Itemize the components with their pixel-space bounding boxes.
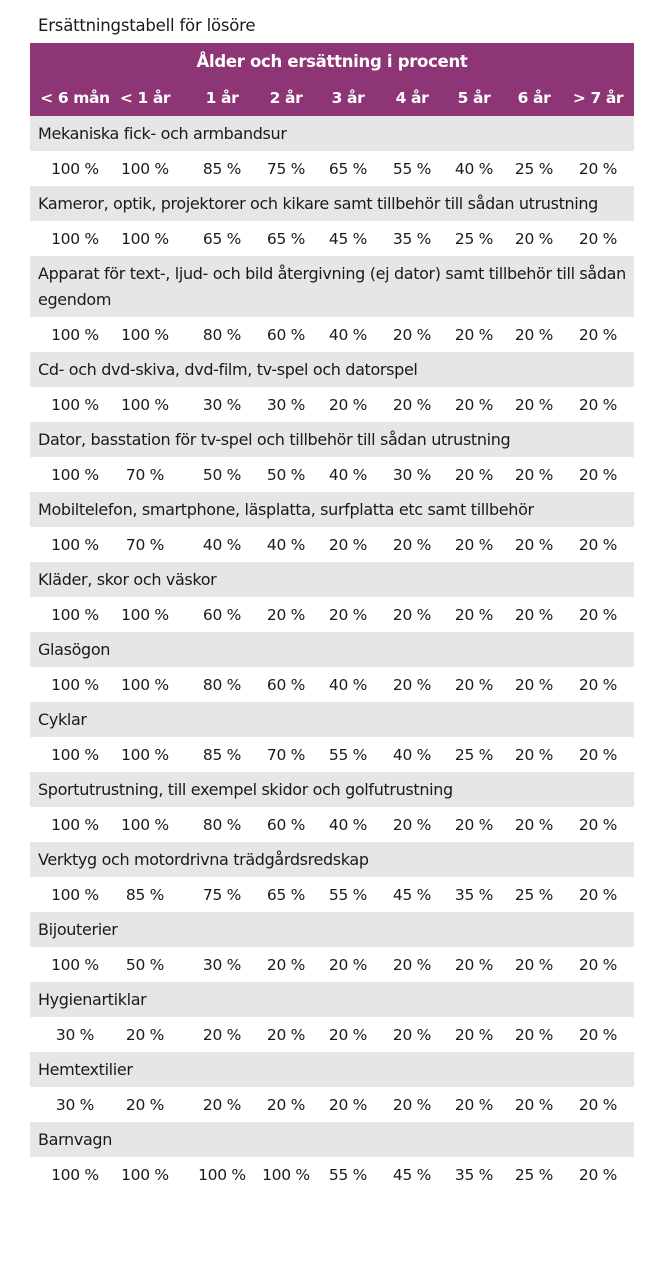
value-cell: 20 % bbox=[578, 886, 618, 904]
value-cell: 20 % bbox=[578, 606, 618, 624]
category-row: Dator, basstation för tv-spel och tillbehör till sådan utrustning bbox=[30, 422, 634, 457]
value-cell: 20 % bbox=[266, 956, 306, 974]
value-cell: 100 % bbox=[51, 396, 99, 414]
category-row: Kläder, skor och väskor bbox=[30, 562, 634, 597]
value-cell: 20 % bbox=[578, 396, 618, 414]
value-cell: 20 % bbox=[392, 1026, 432, 1044]
value-cell: 60 % bbox=[266, 676, 306, 694]
header-age-5: 4 år bbox=[395, 89, 429, 107]
category-row: Hygienartiklar bbox=[30, 982, 634, 1017]
value-row bbox=[30, 737, 634, 772]
value-row bbox=[30, 877, 634, 912]
category-row: Kameror, optik, projektorer och kikare samt tillbehör till sådan utrustning bbox=[30, 186, 634, 221]
header-age-7: 6 år bbox=[517, 89, 551, 107]
value-cell: 20 % bbox=[392, 536, 432, 554]
value-cell: 20 % bbox=[454, 466, 494, 484]
value-cell: 25 % bbox=[514, 886, 554, 904]
value-cell: 100 % bbox=[51, 326, 99, 344]
value-cell: 60 % bbox=[266, 326, 306, 344]
value-cell: 45 % bbox=[392, 1166, 432, 1184]
value-cell: 20 % bbox=[125, 1026, 165, 1044]
value-cell: 40 % bbox=[266, 536, 306, 554]
value-cell: 80 % bbox=[202, 326, 242, 344]
category-row: Bijouterier bbox=[30, 912, 634, 947]
value-cell: 65 % bbox=[328, 160, 368, 178]
value-cell: 40 % bbox=[328, 326, 368, 344]
value-cell: 100 % bbox=[51, 886, 99, 904]
value-cell: 40 % bbox=[454, 160, 494, 178]
value-cell: 20 % bbox=[578, 160, 618, 178]
value-cell: 85 % bbox=[125, 886, 165, 904]
value-row bbox=[30, 597, 634, 632]
value-cell: 65 % bbox=[266, 230, 306, 248]
value-cell: 100 % bbox=[121, 1166, 169, 1184]
value-cell: 100 % bbox=[51, 676, 99, 694]
value-cell: 20 % bbox=[454, 536, 494, 554]
header-age-8: > 7 år bbox=[572, 89, 624, 107]
value-cell: 70 % bbox=[125, 466, 165, 484]
value-cell: 45 % bbox=[392, 886, 432, 904]
value-cell: 20 % bbox=[514, 230, 554, 248]
value-cell: 20 % bbox=[266, 1026, 306, 1044]
value-cell: 75 % bbox=[266, 160, 306, 178]
value-cell: 20 % bbox=[328, 1096, 368, 1114]
value-cell: 20 % bbox=[392, 956, 432, 974]
value-cell: 20 % bbox=[578, 956, 618, 974]
value-cell: 100 % bbox=[121, 816, 169, 834]
value-cell: 20 % bbox=[454, 1096, 494, 1114]
value-row bbox=[30, 1157, 634, 1192]
header-age-2: 1 år bbox=[205, 89, 239, 107]
value-cell: 50 % bbox=[125, 956, 165, 974]
value-cell: 100 % bbox=[51, 1166, 99, 1184]
category-row: Cd- och dvd-skiva, dvd-film, tv-spel och datorspel bbox=[30, 352, 634, 387]
value-row bbox=[30, 317, 634, 352]
value-cell: 55 % bbox=[392, 160, 432, 178]
value-cell: 20 % bbox=[392, 396, 432, 414]
value-cell: 30 % bbox=[55, 1026, 95, 1044]
category-row: Mekaniska fick- och armbandsur bbox=[30, 116, 634, 151]
value-cell: 20 % bbox=[328, 1026, 368, 1044]
value-row bbox=[30, 947, 634, 982]
value-cell: 50 % bbox=[266, 466, 306, 484]
value-cell: 100 % bbox=[121, 326, 169, 344]
category-row: Mobiltelefon, smartphone, läsplatta, surfplatta etc samt tillbehör bbox=[30, 492, 634, 527]
header-age-4: 3 år bbox=[331, 89, 365, 107]
value-cell: 25 % bbox=[454, 230, 494, 248]
value-cell: 65 % bbox=[202, 230, 242, 248]
value-cell: 100 % bbox=[121, 606, 169, 624]
value-cell: 100 % bbox=[121, 746, 169, 764]
value-cell: 30 % bbox=[392, 466, 432, 484]
value-row bbox=[30, 667, 634, 702]
value-cell: 20 % bbox=[392, 676, 432, 694]
value-cell: 60 % bbox=[266, 816, 306, 834]
value-cell: 40 % bbox=[328, 816, 368, 834]
value-cell: 20 % bbox=[578, 326, 618, 344]
value-cell: 20 % bbox=[454, 956, 494, 974]
value-cell: 20 % bbox=[578, 536, 618, 554]
value-cell: 55 % bbox=[328, 886, 368, 904]
value-cell: 20 % bbox=[454, 676, 494, 694]
table-header bbox=[30, 43, 634, 116]
value-cell: 100 % bbox=[262, 1166, 310, 1184]
value-cell: 20 % bbox=[578, 816, 618, 834]
value-cell: 20 % bbox=[578, 746, 618, 764]
value-cell: 20 % bbox=[454, 1026, 494, 1044]
value-row bbox=[30, 457, 634, 492]
value-row bbox=[30, 1017, 634, 1052]
category-row: Cyklar bbox=[30, 702, 634, 737]
value-cell: 20 % bbox=[454, 396, 494, 414]
value-cell: 20 % bbox=[514, 676, 554, 694]
value-cell: 20 % bbox=[392, 326, 432, 344]
value-cell: 20 % bbox=[328, 956, 368, 974]
value-cell: 20 % bbox=[514, 1026, 554, 1044]
value-cell: 40 % bbox=[392, 746, 432, 764]
value-cell: 100 % bbox=[51, 746, 99, 764]
value-cell: 20 % bbox=[514, 956, 554, 974]
header-age-1: < 1 år bbox=[119, 89, 171, 107]
value-cell: 40 % bbox=[328, 676, 368, 694]
value-cell: 100 % bbox=[121, 396, 169, 414]
value-cell: 100 % bbox=[51, 956, 99, 974]
value-cell: 40 % bbox=[202, 536, 242, 554]
value-cell: 35 % bbox=[454, 1166, 494, 1184]
category-row: Sportutrustning, till exempel skidor och golfutrustning bbox=[30, 772, 634, 807]
header-age-3: 2 år bbox=[269, 89, 303, 107]
value-cell: 100 % bbox=[51, 536, 99, 554]
value-cell: 60 % bbox=[202, 606, 242, 624]
value-cell: 100 % bbox=[198, 1166, 246, 1184]
value-cell: 85 % bbox=[202, 746, 242, 764]
value-cell: 75 % bbox=[202, 886, 242, 904]
value-row bbox=[30, 151, 634, 186]
header-age-6: 5 år bbox=[457, 89, 491, 107]
value-cell: 20 % bbox=[266, 606, 306, 624]
value-cell: 80 % bbox=[202, 816, 242, 834]
value-cell: 30 % bbox=[55, 1096, 95, 1114]
value-row bbox=[30, 221, 634, 256]
value-cell: 30 % bbox=[202, 396, 242, 414]
value-cell: 20 % bbox=[392, 1096, 432, 1114]
category-row: Verktyg och motordrivna trädgårdsredskap bbox=[30, 842, 634, 877]
header-title: Ålder och ersättning i procent bbox=[196, 52, 468, 71]
value-cell: 30 % bbox=[202, 956, 242, 974]
value-cell: 20 % bbox=[514, 746, 554, 764]
value-cell: 80 % bbox=[202, 676, 242, 694]
value-cell: 25 % bbox=[454, 746, 494, 764]
value-cell: 20 % bbox=[514, 396, 554, 414]
category-row: Barnvagn bbox=[30, 1122, 634, 1157]
value-cell: 20 % bbox=[454, 816, 494, 834]
value-row bbox=[30, 1087, 634, 1122]
value-cell: 45 % bbox=[328, 230, 368, 248]
value-cell: 100 % bbox=[51, 466, 99, 484]
page-title: Ersättningstabell för lösöre bbox=[38, 16, 256, 35]
value-cell: 65 % bbox=[266, 886, 306, 904]
value-cell: 20 % bbox=[454, 326, 494, 344]
value-cell: 20 % bbox=[514, 606, 554, 624]
value-cell: 20 % bbox=[578, 466, 618, 484]
value-cell: 20 % bbox=[514, 536, 554, 554]
value-cell: 25 % bbox=[514, 160, 554, 178]
category-row: Apparat för text-, ljud- och bild återgivning (ej dator) samt tillbehör till sådan egendom bbox=[30, 256, 634, 317]
value-cell: 20 % bbox=[328, 606, 368, 624]
value-cell: 35 % bbox=[454, 886, 494, 904]
value-cell: 20 % bbox=[125, 1096, 165, 1114]
value-cell: 20 % bbox=[578, 230, 618, 248]
value-cell: 100 % bbox=[121, 230, 169, 248]
value-cell: 55 % bbox=[328, 746, 368, 764]
value-cell: 100 % bbox=[51, 230, 99, 248]
value-cell: 30 % bbox=[266, 396, 306, 414]
value-cell: 20 % bbox=[514, 816, 554, 834]
value-row bbox=[30, 387, 634, 422]
compensation-table bbox=[30, 43, 634, 1192]
value-cell: 55 % bbox=[328, 1166, 368, 1184]
category-row: Glasögon bbox=[30, 632, 634, 667]
value-cell: 20 % bbox=[392, 816, 432, 834]
value-cell: 100 % bbox=[121, 676, 169, 694]
value-cell: 20 % bbox=[328, 396, 368, 414]
value-cell: 20 % bbox=[578, 1026, 618, 1044]
table-body bbox=[30, 116, 634, 1192]
value-cell: 50 % bbox=[202, 466, 242, 484]
value-cell: 20 % bbox=[514, 326, 554, 344]
value-cell: 70 % bbox=[266, 746, 306, 764]
header-age-0: < 6 mån bbox=[40, 89, 110, 107]
header-age-row bbox=[30, 87, 634, 109]
value-cell: 70 % bbox=[125, 536, 165, 554]
value-cell: 40 % bbox=[328, 466, 368, 484]
value-cell: 20 % bbox=[202, 1026, 242, 1044]
value-cell: 20 % bbox=[514, 1096, 554, 1114]
value-cell: 100 % bbox=[51, 160, 99, 178]
value-cell: 20 % bbox=[578, 1166, 618, 1184]
value-cell: 20 % bbox=[578, 1096, 618, 1114]
value-cell: 20 % bbox=[328, 536, 368, 554]
value-cell: 20 % bbox=[202, 1096, 242, 1114]
value-row bbox=[30, 527, 634, 562]
value-cell: 25 % bbox=[514, 1166, 554, 1184]
value-cell: 85 % bbox=[202, 160, 242, 178]
value-cell: 20 % bbox=[454, 606, 494, 624]
value-cell: 100 % bbox=[51, 816, 99, 834]
value-cell: 20 % bbox=[578, 676, 618, 694]
category-row: Hemtextilier bbox=[30, 1052, 634, 1087]
value-cell: 100 % bbox=[51, 606, 99, 624]
value-row bbox=[30, 807, 634, 842]
value-cell: 20 % bbox=[392, 606, 432, 624]
value-cell: 100 % bbox=[121, 160, 169, 178]
value-cell: 35 % bbox=[392, 230, 432, 248]
value-cell: 20 % bbox=[514, 466, 554, 484]
value-cell: 20 % bbox=[266, 1096, 306, 1114]
